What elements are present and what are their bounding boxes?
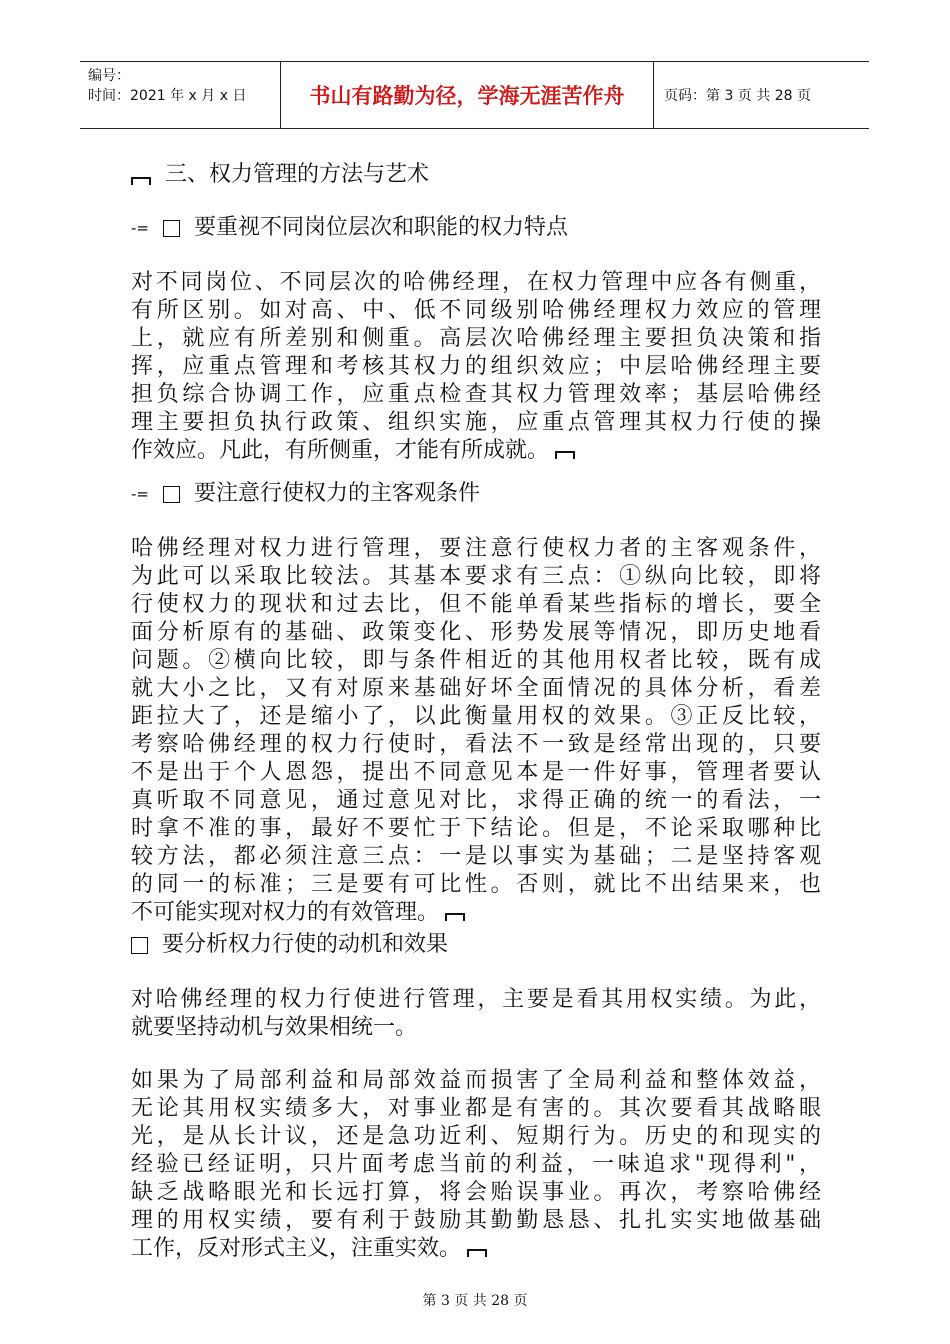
corner-mark-icon xyxy=(131,177,151,185)
header-meta xyxy=(80,62,280,128)
text-line: 如果为了局部利益和局部效益而损害了全局利益和整体效益， xyxy=(131,1068,821,1093)
checkbox-icon xyxy=(163,220,180,237)
subsection-title-1-text: 要重视不同岗位层次和职能的权力特点 xyxy=(193,215,568,240)
subsection-title-3-text: 要分析权力行使的动机和效果 xyxy=(162,932,449,957)
text-line: 上，就应有所差别和侧重。高层次哈佛经理主要担负决策和指 xyxy=(131,326,821,351)
equals-mark-icon: -= xyxy=(131,219,149,237)
text-line: 工作，反对形式主义，注重实效。 xyxy=(131,1236,821,1261)
corner-mark-icon xyxy=(555,451,575,459)
subsection-title-2-text: 要注意行使权力的主客观条件 xyxy=(193,481,480,506)
text-line: 问题。②横向比较，即与条件相近的其他用权者比较，既有成 xyxy=(131,648,821,673)
subsection-title-2 xyxy=(131,481,480,507)
corner-mark-icon xyxy=(467,1249,487,1257)
text-line: 真听取不同意见，通过意见对比，求得正确的统一的看法，一 xyxy=(131,788,821,813)
text-line: 对哈佛经理的权力行使进行管理，主要是看其用权实绩。为此， xyxy=(131,987,821,1012)
text-line: 为此可以采取比较法。其基本要求有三点：①纵向比较，即将 xyxy=(131,564,821,589)
header-motto: 书山有路勤为径，学海无涯苦作舟 xyxy=(280,62,654,128)
text-line: 不是出于个人恩怨，提出不同意见本是一件好事，管理者要认 xyxy=(131,760,821,785)
subsection-title-1 xyxy=(131,215,568,241)
text-line: 距拉大了，还是缩小了，以此衡量用权的效果。③正反比较， xyxy=(131,704,821,729)
text-line: 哈佛经理对权力进行管理，要注意行使权力者的主客观条件， xyxy=(131,536,821,561)
page-header xyxy=(80,61,869,129)
text-line: 无论其用权实绩多大，对事业都是有害的。其次要看其战略眼 xyxy=(131,1096,821,1121)
header-time: 时间：2021 年 x 月 x 日 xyxy=(88,88,247,104)
text-line: 较方法，都必须注意三点：一是以事实为基础；二是坚持客观 xyxy=(131,844,821,869)
section-title-text: 三、权力管理的方法与艺术 xyxy=(165,162,430,187)
text-line: 有所区别。如对高、中、低不同级别哈佛经理权力效应的管理 xyxy=(131,298,821,323)
header-page-info: 页码：第 3 页 共 28 页 xyxy=(664,88,811,104)
text-line: 理的用权实绩，要有利于鼓励其勤勤恳恳、扎扎实实地做基础 xyxy=(131,1208,821,1233)
checkbox-icon xyxy=(131,937,148,954)
text-line: 对不同岗位、不同层次的哈佛经理，在权力管理中应各有侧重， xyxy=(131,270,821,295)
text-line: 光，是从长计议，还是急功近利、短期行为。历史的和现实的 xyxy=(131,1124,821,1149)
text-line: 挥，应重点管理和考核其权力的组织效应；中层哈佛经理主要 xyxy=(131,354,821,379)
text-line: 担负综合协调工作，应重点检查其权力管理效率；基层哈佛经 xyxy=(131,382,821,407)
text-line: 作效应。凡此，有所侧重，才能有所成就。 xyxy=(131,438,821,463)
text-line: 缺乏战略眼光和长远打算，将会贻误事业。再次，考察哈佛经 xyxy=(131,1180,821,1205)
text-line: 时拿不准的事，最好不要忙于下结论。但是，不论采取哪种比 xyxy=(131,816,821,841)
text-line: 行使权力的现状和过去比，但不能单看某些指标的增长，要全 xyxy=(131,592,821,617)
subsection-title-3 xyxy=(131,932,448,958)
text-line: 就大小之比，又有对原来基础好坏全面情况的具体分析，看差 xyxy=(131,676,821,701)
section-title xyxy=(131,162,429,188)
text-line: 的同一的标准；三是要有可比性。否则，就比不出结果来，也 xyxy=(131,872,821,897)
text-line: 就要坚持动机与效果相统一。 xyxy=(131,1015,418,1040)
page-footer: 第 3 页 共 28 页 xyxy=(422,1293,528,1309)
checkbox-icon xyxy=(163,486,180,503)
text-line: 考察哈佛经理的权力行使时，看法不一致是经常出现的，只要 xyxy=(131,732,821,757)
text-line: 面分析原有的基础、政策变化、形势发展等情况，即历史地看 xyxy=(131,620,821,645)
text-line: 经验已经证明，只片面考虑当前的利益，一味追求"现得利"， xyxy=(131,1152,821,1177)
text-line: 理主要担负执行政策、组织实施，应重点管理其权力行使的操 xyxy=(131,410,821,435)
text-line: 不可能实现对权力的有效管理。 xyxy=(131,900,821,925)
equals-mark-icon: -= xyxy=(131,485,149,503)
header-number: 编号： xyxy=(88,68,130,84)
corner-mark-icon xyxy=(445,913,465,921)
